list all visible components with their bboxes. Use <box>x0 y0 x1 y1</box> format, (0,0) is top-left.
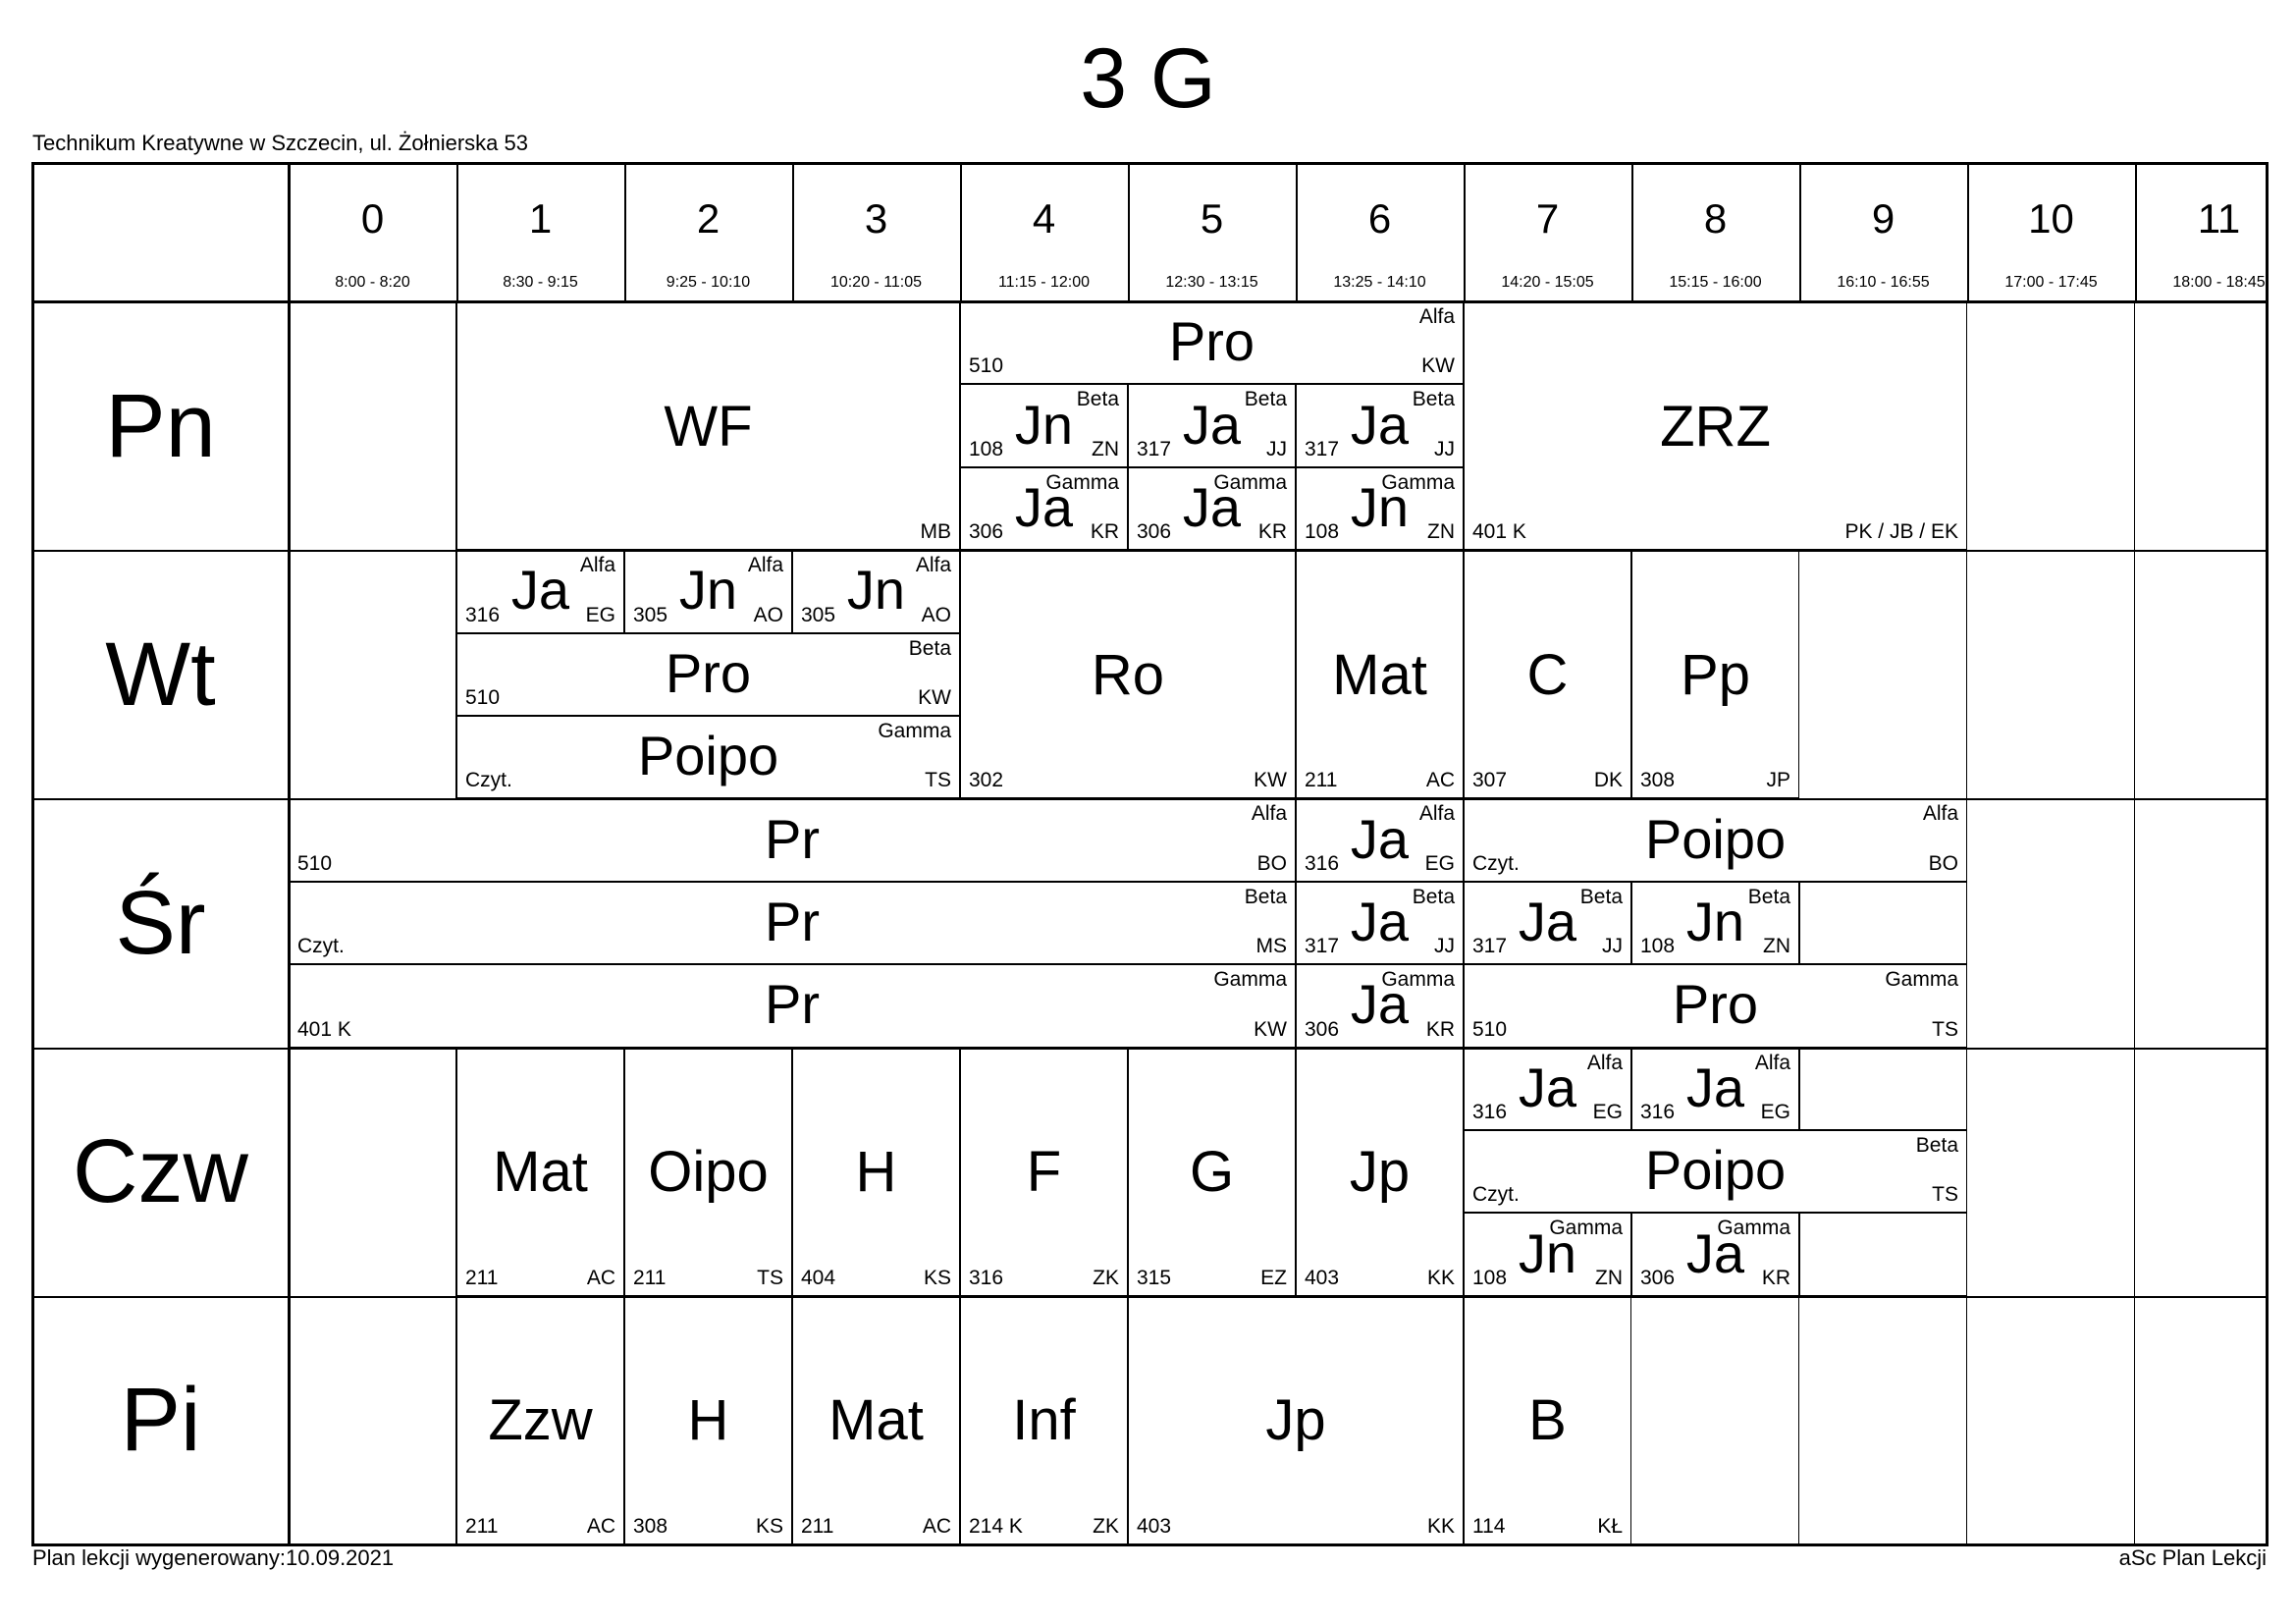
lesson-card[interactable] <box>1296 467 1464 550</box>
period-time: 8:00 - 8:20 <box>335 274 410 291</box>
lesson-room: Czyt. <box>1472 1183 1520 1207</box>
lesson-card[interactable] <box>1464 964 1967 1047</box>
period-header <box>960 163 1128 301</box>
lesson-subject: Ja <box>1518 1056 1577 1118</box>
lesson-card[interactable] <box>456 633 960 716</box>
lesson-subject: Mat <box>493 1140 588 1205</box>
lesson-subject: Ja <box>1182 393 1242 456</box>
period-time: 8:30 - 9:15 <box>503 274 578 291</box>
period-header <box>456 163 624 301</box>
lesson-room: Czyt. <box>1472 851 1520 875</box>
lesson-subject: Jn <box>1350 475 1410 538</box>
day-label <box>32 1048 289 1296</box>
lesson-card[interactable] <box>960 1048 1128 1296</box>
brand-label: aSc Plan Lekcji <box>2118 1545 2267 1570</box>
empty-cell <box>1631 1296 1799 1544</box>
period-time: 15:15 - 16:00 <box>1669 274 1762 291</box>
lesson-subject: Pro <box>1168 310 1255 373</box>
lesson-room: 401 K <box>1472 520 1526 544</box>
period-time: 18:00 - 18:45 <box>2172 274 2266 291</box>
lesson-group: Beta <box>1244 388 1287 411</box>
day-label-text: Śr <box>115 872 206 973</box>
lesson-subject: C <box>1526 642 1569 707</box>
lesson-subject: Poipo <box>637 725 779 787</box>
day-label-text: Czw <box>73 1121 248 1222</box>
lesson-room: 317 <box>1305 935 1340 958</box>
lesson-teacher: KR <box>1257 520 1287 544</box>
lesson-subject: Ja <box>1518 890 1577 952</box>
generated-date: Plan lekcji wygenerowany:10.09.2021 <box>32 1545 395 1570</box>
period-time: 9:25 - 10:10 <box>666 274 751 291</box>
period-time: 17:00 - 17:45 <box>2004 274 2098 291</box>
lesson-room: 114 <box>1472 1514 1506 1538</box>
lesson-room: 211 <box>1305 769 1338 792</box>
period-time: 10:20 - 11:05 <box>829 274 923 291</box>
page-title: 3 G <box>1080 31 1216 126</box>
lesson-subject: WF <box>664 394 753 459</box>
lesson-teacher: BO <box>1928 851 1958 875</box>
lesson-group: Gamma <box>1381 470 1455 494</box>
lesson-room: 316 <box>969 1266 1004 1289</box>
empty-cell <box>2135 550 2296 798</box>
lesson-card[interactable] <box>1296 384 1464 466</box>
lesson-group: Gamma <box>1381 968 1455 992</box>
lesson-group: Alfa <box>1586 1051 1623 1074</box>
lesson-room: 108 <box>1640 935 1676 958</box>
lesson-teacher: AC <box>586 1514 615 1538</box>
lesson-room: 305 <box>633 603 668 626</box>
period-header <box>1128 163 1296 301</box>
period-header <box>1464 163 1631 301</box>
lesson-room: 308 <box>633 1514 668 1538</box>
lesson-group: Alfa <box>1418 305 1455 328</box>
empty-cell <box>1799 882 1967 964</box>
lesson-room: 211 <box>465 1514 499 1538</box>
empty-cell <box>2135 1296 2296 1544</box>
empty-cell <box>1799 1048 1967 1130</box>
lesson-room: 403 <box>1137 1514 1172 1538</box>
period-header <box>289 163 456 301</box>
lesson-card[interactable] <box>456 1296 624 1544</box>
lesson-room: 305 <box>801 603 836 626</box>
period-time: 12:30 - 13:15 <box>1165 274 1258 291</box>
lesson-subject: Ja <box>1685 1056 1745 1118</box>
lesson-subject: Ja <box>1182 475 1242 538</box>
lesson-room: 510 <box>465 685 501 709</box>
lesson-teacher: KR <box>1425 1017 1455 1041</box>
lesson-room: 308 <box>1640 769 1676 792</box>
lesson-room: Czyt. <box>297 935 345 958</box>
lesson-subject: Jn <box>1518 1221 1577 1284</box>
day-label-text: Pi <box>120 1370 201 1471</box>
lesson-subject: Ja <box>1350 807 1410 870</box>
lesson-subject: Poipo <box>1644 807 1787 870</box>
lesson-teacher: EG <box>585 603 615 626</box>
lesson-teacher: MS <box>1255 935 1287 958</box>
lesson-subject: Inf <box>1012 1388 1076 1453</box>
lesson-group: Gamma <box>1045 470 1119 494</box>
lesson-subject: Jn <box>846 559 906 622</box>
lesson-subject: Jp <box>1349 1140 1411 1205</box>
lesson-card[interactable] <box>1296 964 1464 1047</box>
lesson-room: Czyt. <box>465 769 512 792</box>
period-time: 14:20 - 15:05 <box>1501 274 1594 291</box>
period-number: 0 <box>360 195 385 242</box>
lesson-card[interactable] <box>289 964 1296 1047</box>
lesson-card[interactable] <box>1128 384 1296 466</box>
lesson-card[interactable] <box>1631 882 1799 964</box>
lesson-teacher: KS <box>755 1514 783 1538</box>
lesson-card[interactable] <box>456 550 624 632</box>
lesson-group: Beta <box>1915 1134 1958 1157</box>
empty-cell <box>289 301 456 550</box>
period-header <box>624 163 792 301</box>
lesson-subject: G <box>1189 1140 1235 1205</box>
lesson-teacher: KW <box>1254 769 1287 792</box>
school-name: Technikum Kreatywne w Szczecin, ul. Żołnierska 53 <box>32 131 528 155</box>
lesson-card[interactable] <box>1296 550 1464 798</box>
empty-cell <box>1967 1296 2135 1544</box>
period-number: 11 <box>2197 195 2241 242</box>
lesson-teacher: KŁ <box>1597 1514 1623 1538</box>
lesson-subject: ZRZ <box>1660 394 1771 459</box>
lesson-room: 317 <box>1137 437 1172 460</box>
lesson-subject: Pro <box>665 641 752 704</box>
lesson-subject: H <box>687 1388 729 1453</box>
lesson-card[interactable] <box>1464 1296 1631 1544</box>
lesson-room: 317 <box>1472 935 1508 958</box>
lesson-room: 211 <box>801 1514 834 1538</box>
lesson-card[interactable] <box>289 882 1296 964</box>
lesson-subject: Jn <box>1014 393 1074 456</box>
lesson-subject: Zzw <box>488 1388 593 1453</box>
lesson-subject: Ja <box>1350 393 1410 456</box>
empty-cell <box>1967 798 2135 1047</box>
lesson-card[interactable] <box>960 1296 1128 1544</box>
lesson-group: Beta <box>908 636 951 660</box>
lesson-room: 108 <box>969 437 1004 460</box>
lesson-room: 316 <box>465 603 501 626</box>
lesson-subject: Ja <box>1685 1221 1745 1284</box>
day-label-text: Wt <box>105 623 216 725</box>
lesson-card[interactable] <box>1464 798 1967 881</box>
lesson-card[interactable] <box>1464 1048 1631 1130</box>
lesson-subject: Jn <box>1685 890 1745 952</box>
lesson-room: 108 <box>1305 520 1340 544</box>
lesson-teacher: AO <box>753 603 783 626</box>
lesson-group: Gamma <box>1549 1217 1623 1240</box>
lesson-teacher: KS <box>923 1266 951 1289</box>
lesson-room: 307 <box>1472 769 1508 792</box>
day-label-text: Pn <box>105 375 216 476</box>
period-time: 16:10 - 16:55 <box>1837 274 1930 291</box>
lesson-room: 211 <box>633 1266 667 1289</box>
lesson-card[interactable] <box>456 301 960 550</box>
lesson-group: Alfa <box>915 554 951 577</box>
empty-cell <box>1799 1296 1967 1544</box>
lesson-teacher: AO <box>921 603 951 626</box>
lesson-subject: Jp <box>1265 1388 1326 1453</box>
empty-cell <box>2135 798 2296 1047</box>
period-header <box>2135 163 2296 301</box>
lesson-group: Gamma <box>1213 968 1287 992</box>
lesson-teacher: ZN <box>1092 437 1119 460</box>
lesson-room: 404 <box>801 1266 836 1289</box>
period-number: 1 <box>528 195 553 242</box>
period-time: 11:15 - 12:00 <box>997 274 1091 291</box>
lesson-group: Beta <box>1076 388 1119 411</box>
period-header <box>792 163 960 301</box>
lesson-subject: Pp <box>1681 642 1750 707</box>
lesson-room: 302 <box>969 769 1004 792</box>
lesson-card[interactable] <box>1464 301 1967 550</box>
lesson-card[interactable] <box>456 716 960 798</box>
lesson-card[interactable] <box>624 1296 792 1544</box>
lesson-card[interactable] <box>1128 1048 1296 1296</box>
lesson-teacher: AC <box>586 1266 615 1289</box>
lesson-room: 510 <box>969 354 1004 378</box>
lesson-teacher: ZK <box>1093 1266 1119 1289</box>
lesson-subject: Ro <box>1091 642 1165 707</box>
lesson-teacher: TS <box>925 769 951 792</box>
lesson-subject: Poipo <box>1644 1139 1787 1202</box>
lesson-group: Alfa <box>579 554 615 577</box>
lesson-subject: B <box>1528 1388 1567 1453</box>
lesson-card[interactable] <box>1631 1048 1799 1130</box>
period-number: 4 <box>1032 195 1056 242</box>
lesson-room: 316 <box>1305 851 1340 875</box>
empty-cell <box>2135 1048 2296 1296</box>
empty-cell <box>1967 1048 2135 1296</box>
lesson-card[interactable] <box>1128 1296 1464 1544</box>
lesson-card[interactable] <box>1464 1213 1631 1295</box>
lesson-group: Beta <box>1412 388 1455 411</box>
lesson-group: Beta <box>1579 885 1623 908</box>
lesson-card[interactable] <box>1464 550 1631 798</box>
lesson-group: Beta <box>1747 885 1790 908</box>
lesson-card[interactable] <box>960 550 1296 798</box>
lesson-teacher: EG <box>1592 1100 1623 1123</box>
lesson-teacher: KR <box>1761 1266 1790 1289</box>
period-number: 8 <box>1703 195 1728 242</box>
lesson-card[interactable] <box>792 550 960 632</box>
lesson-subject: Mat <box>1332 642 1427 707</box>
lesson-teacher: JJ <box>1602 935 1623 958</box>
lesson-subject: Ja <box>1350 973 1410 1036</box>
lesson-room: 108 <box>1472 1266 1508 1289</box>
lesson-room: 403 <box>1305 1266 1340 1289</box>
lesson-room: 306 <box>1137 520 1172 544</box>
lesson-subject: Ja <box>1350 890 1410 952</box>
lesson-card[interactable] <box>1464 1130 1967 1213</box>
empty-cell <box>1799 1213 1967 1295</box>
empty-cell <box>289 1296 456 1544</box>
period-number: 5 <box>1200 195 1224 242</box>
lesson-teacher: KW <box>918 685 951 709</box>
lesson-subject: Pro <box>1672 973 1759 1036</box>
lesson-teacher: AC <box>922 1514 951 1538</box>
lesson-teacher: JJ <box>1434 437 1455 460</box>
lesson-subject: Pr <box>765 973 820 1036</box>
lesson-teacher: KW <box>1254 1017 1287 1041</box>
period-number: 10 <box>2028 195 2074 242</box>
empty-cell <box>1967 550 2135 798</box>
lesson-teacher: MB <box>920 520 951 544</box>
lesson-card[interactable] <box>1464 882 1631 964</box>
lesson-subject: Ja <box>510 559 570 622</box>
lesson-room: 214 K <box>969 1514 1023 1538</box>
lesson-teacher: PK / JB / EK <box>1844 520 1958 544</box>
lesson-room: 316 <box>1640 1100 1676 1123</box>
lesson-group: Gamma <box>1213 470 1287 494</box>
lesson-teacher: JP <box>1766 769 1790 792</box>
lesson-subject: H <box>855 1140 897 1205</box>
lesson-group: Alfa <box>1251 802 1287 826</box>
lesson-group: Gamma <box>1717 1217 1790 1240</box>
lesson-teacher: KK <box>1426 1514 1455 1538</box>
lesson-teacher: ZK <box>1093 1514 1119 1538</box>
lesson-card[interactable] <box>792 1048 960 1296</box>
lesson-card[interactable] <box>1631 1213 1799 1295</box>
lesson-teacher: JJ <box>1434 935 1455 958</box>
lesson-teacher: TS <box>757 1266 783 1289</box>
lesson-group: Alfa <box>1418 802 1455 826</box>
day-label <box>32 798 289 1047</box>
period-time: 13:25 - 14:10 <box>1333 274 1426 291</box>
period-header <box>1967 163 2135 301</box>
lesson-subject: Ja <box>1014 475 1074 538</box>
lesson-card[interactable] <box>624 550 792 632</box>
lesson-card[interactable] <box>624 1048 792 1296</box>
day-label <box>32 550 289 798</box>
lesson-card[interactable] <box>1296 798 1464 881</box>
empty-cell <box>289 1048 456 1296</box>
lesson-room: 315 <box>1137 1266 1172 1289</box>
period-header <box>1631 163 1799 301</box>
lesson-room: 211 <box>465 1266 499 1289</box>
day-label <box>32 1296 289 1544</box>
empty-cell <box>2135 301 2296 550</box>
lesson-subject: Jn <box>678 559 738 622</box>
lesson-teacher: KK <box>1426 1266 1455 1289</box>
period-number: 2 <box>696 195 721 242</box>
empty-cell <box>1799 550 1967 798</box>
lesson-teacher: ZN <box>1595 1266 1623 1289</box>
lesson-subject: Mat <box>828 1388 924 1453</box>
empty-cell <box>289 550 456 798</box>
period-number: 7 <box>1535 195 1560 242</box>
lesson-subject: F <box>1026 1140 1062 1205</box>
day-label <box>32 301 289 550</box>
lesson-teacher: ZN <box>1763 935 1790 958</box>
lesson-room: 306 <box>1305 1017 1340 1041</box>
lesson-group: Alfa <box>1754 1051 1790 1074</box>
lesson-room: 316 <box>1472 1100 1508 1123</box>
period-number: 3 <box>864 195 888 242</box>
lesson-group: Beta <box>1244 885 1287 908</box>
lesson-group: Beta <box>1412 885 1455 908</box>
lesson-subject: Oipo <box>648 1140 769 1205</box>
period-number: 6 <box>1367 195 1392 242</box>
lesson-teacher: EZ <box>1260 1266 1287 1289</box>
lesson-subject: Pr <box>765 807 820 870</box>
lesson-teacher: KW <box>1421 354 1455 378</box>
lesson-card[interactable] <box>1296 1048 1464 1296</box>
lesson-room: 510 <box>1472 1017 1508 1041</box>
lesson-card[interactable] <box>1296 882 1464 964</box>
lesson-room: 510 <box>297 851 333 875</box>
lesson-teacher: TS <box>1932 1017 1958 1041</box>
lesson-teacher: TS <box>1932 1183 1958 1207</box>
lesson-card[interactable] <box>960 467 1128 550</box>
period-number: 9 <box>1871 195 1896 242</box>
lesson-card[interactable] <box>792 1296 960 1544</box>
lesson-teacher: DK <box>1593 769 1623 792</box>
lesson-card[interactable] <box>289 798 1296 881</box>
lesson-card[interactable] <box>456 1048 624 1296</box>
lesson-group: Gamma <box>878 720 951 742</box>
lesson-card[interactable] <box>960 301 1464 384</box>
lesson-teacher: EG <box>1760 1100 1790 1123</box>
lesson-teacher: EG <box>1424 851 1455 875</box>
period-header <box>1799 163 1967 301</box>
lesson-group: Alfa <box>747 554 783 577</box>
lesson-subject: Pr <box>765 890 820 952</box>
lesson-room: 317 <box>1305 437 1340 460</box>
lesson-teacher: KR <box>1090 520 1119 544</box>
lesson-group: Alfa <box>1922 802 1958 826</box>
lesson-card[interactable] <box>1128 467 1296 550</box>
lesson-room: 306 <box>969 520 1004 544</box>
lesson-card[interactable] <box>1631 550 1799 798</box>
period-header <box>1296 163 1464 301</box>
lesson-teacher: JJ <box>1266 437 1287 460</box>
empty-cell <box>1967 301 2135 550</box>
lesson-room: 306 <box>1640 1266 1676 1289</box>
lesson-teacher: ZN <box>1427 520 1455 544</box>
lesson-group: Gamma <box>1885 968 1958 992</box>
lesson-room: 401 K <box>297 1017 351 1041</box>
lesson-teacher: AC <box>1425 769 1455 792</box>
lesson-teacher: BO <box>1256 851 1287 875</box>
lesson-card[interactable] <box>960 384 1128 466</box>
